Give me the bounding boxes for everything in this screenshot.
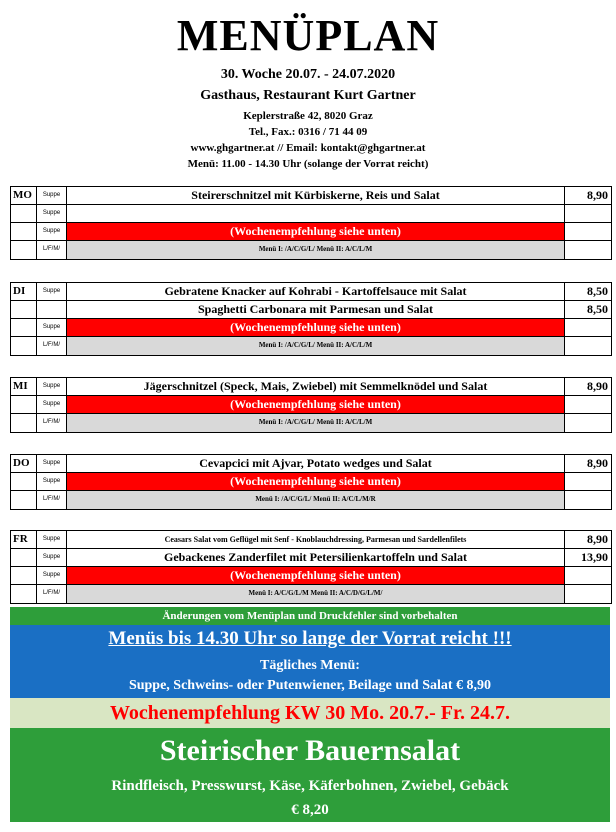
restaurant-name: Gasthaus, Restaurant Kurt Gartner: [200, 88, 416, 103]
web-email: www.ghgartner.at // Email: kontakt@ghgartner.at: [190, 142, 426, 154]
dish-text: Jägerschnitzel (Speck, Mais, Zwiebel) mit Semmelknödel und Salat: [67, 378, 565, 395]
dish-price: 8,90: [587, 379, 608, 393]
dish-price: 8,90: [587, 456, 608, 470]
menu-row: [11, 223, 611, 241]
dish-text: Menü I: /A/C/G/L/ Menü II: A/C/L/M: [67, 414, 565, 432]
row-tag: Suppe: [37, 319, 67, 336]
dish-text: (Wochenempfehlung siehe unten): [67, 319, 565, 336]
notice: Änderungen vom Menüplan und Druckfehler sind vorbehalten: [10, 607, 610, 625]
phone: Tel., Fax.: 0316 / 71 44 09: [248, 126, 368, 138]
menu-row: [11, 531, 611, 549]
row-tag: Suppe: [37, 187, 67, 204]
dish-price: [565, 567, 611, 584]
row-tag: Suppe: [37, 223, 67, 240]
dish-price: [565, 396, 611, 413]
day-2: [10, 377, 612, 433]
row-tag: L/F/M/: [37, 585, 67, 603]
dish-text: Ceasars Salat vom Geflügel mit Senf - Knoblauchdressing, Parmesan und Sardellenfilets: [67, 531, 565, 548]
dish-price: 8,90: [587, 188, 608, 202]
menu-row: [11, 473, 611, 491]
dish-text: Menü I: A/C/G/L/M Menü II: A/C/D/G/L/M/: [67, 585, 565, 603]
dish-text: Menü I: /A/C/G/L/ Menü II: A/C/L/M: [67, 337, 565, 355]
day-3: [10, 454, 612, 510]
weekly-dish: Steirischer Bauernsalat: [10, 728, 610, 774]
day-label: [11, 205, 37, 222]
address: Keplerstraße 42, 8020 Graz: [243, 110, 373, 122]
menu-row: [11, 414, 611, 432]
row-tag: Suppe: [37, 396, 67, 413]
row-tag: L/F/M/: [37, 414, 67, 432]
menu-row: [11, 549, 611, 567]
dish-text: (Wochenempfehlung siehe unten): [67, 396, 565, 413]
page-title: MENÜPLAN: [176, 11, 440, 60]
row-tag: Suppe: [37, 473, 67, 490]
row-tag: Suppe: [37, 549, 67, 566]
dish-price: [565, 223, 611, 240]
day-label: [11, 223, 37, 240]
day-label: [11, 396, 37, 413]
menu-hours: Menü: 11.00 - 14.30 Uhr (solange der Vorrat reicht): [187, 158, 429, 170]
row-tag: [37, 301, 67, 318]
day-label: MI: [11, 378, 37, 395]
daily-menu-text: Suppe, Schweins- oder Putenwiener, Beilage und Salat € 8,90: [128, 678, 492, 693]
dish-price: [565, 337, 611, 355]
row-tag: Suppe: [37, 378, 67, 395]
dish-text: Menü I: /A/C/G/L/ Menü II: A/C/L/M/R: [67, 491, 565, 509]
row-tag: Suppe: [37, 531, 67, 548]
menu-row: [11, 187, 611, 205]
dish-text: (Wochenempfehlung siehe unten): [67, 473, 565, 490]
menu-row: [11, 378, 611, 396]
dish-price: 8,50: [587, 284, 608, 298]
dish-text: Cevapcici mit Ajvar, Potato wedges und Salat: [67, 455, 565, 472]
daily-menu: [10, 654, 610, 698]
dish-text: Gebratene Knacker auf Kohrabi - Kartoffelsauce mit Salat: [67, 283, 565, 300]
day-label: [11, 414, 37, 432]
menu-row: [11, 337, 611, 355]
dish-price: [565, 585, 611, 603]
dish-price: [565, 414, 611, 432]
menu-row: [11, 491, 611, 509]
day-4: [10, 530, 612, 604]
dish-price: [565, 491, 611, 509]
day-label: DO: [11, 455, 37, 472]
dish-price: 8,50: [587, 302, 608, 316]
menu-row: [11, 301, 611, 319]
dish-price: 13,90: [581, 550, 608, 564]
menu-row: [11, 283, 611, 301]
row-tag: Suppe: [37, 283, 67, 300]
day-label: MO: [11, 187, 37, 204]
menu-row: [11, 455, 611, 473]
day-label: [11, 337, 37, 355]
row-tag: L/F/M/: [37, 241, 67, 259]
daily-menu-title: Tägliches Menü:: [260, 658, 360, 673]
dish-text: (Wochenempfehlung siehe unten): [67, 223, 565, 240]
menu-row: [11, 241, 611, 259]
day-label: [11, 549, 37, 566]
dish-text: [67, 205, 565, 222]
row-tag: L/F/M/: [37, 337, 67, 355]
day-label: [11, 491, 37, 509]
menu-row: [11, 396, 611, 414]
dish-text: (Wochenempfehlung siehe unten): [67, 567, 565, 584]
day-label: [11, 241, 37, 259]
menu-row: [11, 205, 611, 223]
row-tag: Suppe: [37, 455, 67, 472]
day-label: DI: [11, 283, 37, 300]
day-label: [11, 585, 37, 603]
day-label: FR: [11, 531, 37, 548]
day-1: [10, 282, 612, 356]
day-0: [10, 186, 612, 260]
dish-text: Steirerschnitzel mit Kürbiskerne, Reis und Salat: [67, 187, 565, 204]
dish-text: Menü I: /A/C/G/L/ Menü II: A/C/L/M: [67, 241, 565, 259]
dish-text: Gebackenes Zanderfilet mit Petersilienkartoffeln und Salat: [67, 549, 565, 566]
weekly-price: € 8,20: [10, 798, 610, 822]
weekly-recommendation: Wochenempfehlung KW 30 Mo. 20.7.- Fr. 24.7.: [10, 698, 610, 728]
menu-row: [11, 319, 611, 337]
menu-row: [11, 585, 611, 603]
day-label: [11, 301, 37, 318]
dish-price: [565, 473, 611, 490]
row-tag: Suppe: [37, 205, 67, 222]
weekly-ingredients: Rindfleisch, Presswurst, Käse, Käferbohnen, Zwiebel, Gebäck: [10, 774, 610, 798]
day-label: [11, 319, 37, 336]
dish-price: [565, 205, 611, 222]
day-label: [11, 473, 37, 490]
row-tag: Suppe: [37, 567, 67, 584]
dish-price: 8,90: [587, 532, 608, 546]
until-note: Menüs bis 14.30 Uhr so lange der Vorrat reicht !!!: [10, 625, 610, 654]
week-range: 30. Woche 20.07. - 24.07.2020: [220, 67, 396, 82]
day-label: [11, 567, 37, 584]
dish-text: Spaghetti Carbonara mit Parmesan und Salat: [67, 301, 565, 318]
menu-row: [11, 567, 611, 585]
dish-price: [565, 241, 611, 259]
dish-price: [565, 319, 611, 336]
row-tag: L/F/M/: [37, 491, 67, 509]
